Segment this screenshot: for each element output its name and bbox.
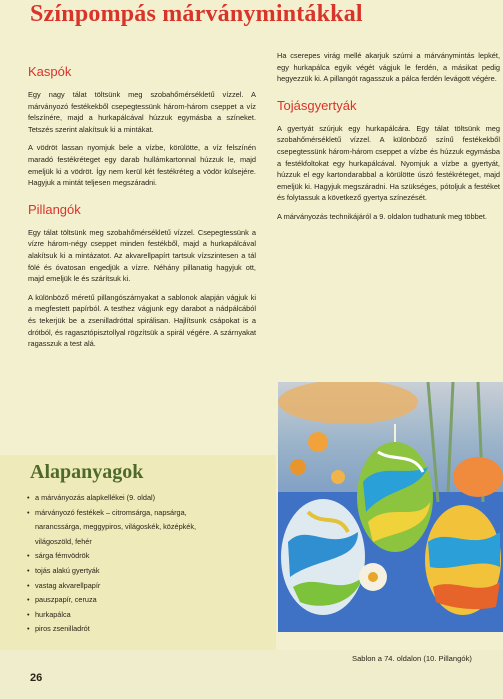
materials-item-text: a márványozás alapkellékei (9. oldal)	[35, 493, 156, 502]
materials-list-item	[27, 564, 267, 579]
materials-item-text: hurkapálca	[35, 609, 71, 619]
photo-illustration	[278, 382, 503, 632]
materials-item-text: piros zsenilladrót	[35, 624, 90, 634]
materials-item-text: világoszöld, fehér	[35, 536, 92, 546]
bullet-icon: •	[27, 580, 30, 590]
materials-list-item	[27, 535, 267, 550]
bullet-icon: •	[27, 551, 30, 561]
materials-item-text: tojás alakú gyertyák	[35, 565, 100, 575]
materials-list-item	[27, 520, 267, 535]
materials-list-item	[27, 491, 267, 506]
section-heading-kaspok: Kaspók	[28, 64, 72, 79]
materials-list	[27, 491, 267, 637]
left-column	[28, 64, 256, 357]
materials-list-item	[27, 593, 267, 608]
materials-list-item	[27, 622, 267, 637]
right-intro-paragraph: Ha cserepes virág mellé akarjuk szúrni a márványmintás lepkét, egy hurkapálca egyik végét vágjuk le ferdén, a másikat pedig hegyezzük ki. A pillangót ragasszuk a pálca ferdén levágott végére.	[277, 51, 500, 84]
materials-list-item	[27, 506, 267, 521]
bullet-icon: •	[27, 565, 30, 575]
materials-item-text: pauszpapír, ceruza	[35, 595, 97, 605]
bullet-icon: •	[27, 595, 30, 605]
bullet-icon: •	[27, 493, 30, 502]
materials-heading: Alapanyagok	[30, 461, 144, 483]
bullet-icon: •	[27, 507, 30, 517]
pillangok-paragraph-2: A különböző méretű pillangószárnyakat a sablonok alapján vágjuk ki a megfestett papírból. A testhez vágjunk egy darabot a nádpálcából és tekerjük be a zsenilladróttal spirálisan. Hajlítsunk csápokat is a drótból, és ragasztópisztollyal rögzítsük a spirál végére. A szárnyakat ragasszuk a test alá.	[28, 292, 256, 349]
materials-list-item	[27, 549, 267, 564]
page-number: 26	[30, 672, 43, 684]
pillangok-paragraph-1: Egy tálat töltsünk meg szobahőmérsékletű vízzel. Csepegtessünk a vízre három-négy cseppet minden festékből, majd a hurkapálcával alakítsuk ki a mintázatot. Az akvarellpapírt tartsuk vízszintesen a tál fölé és óvatosan engedjük a vízre. Néhány pillanatig hagyjuk ott, majd emeljük le és szárítsuk ki.	[28, 227, 256, 284]
right-column	[277, 50, 500, 230]
easter-egg-candles-photo	[278, 382, 503, 632]
kaspok-paragraph-2: A vödröt lassan nyomjuk bele a vízbe, körülötte, a víz felszínén maradó festékréteget egy darab hullámkartonnal húzzuk le, majd emeljük ki a vödröt. Így nem kerül két festékréteg a vödör külsejére. Hagyjuk a mintát teljesen megszáradni.	[28, 143, 256, 188]
materials-item-text: narancssárga, meggypiros, világoskék, középkék,	[35, 522, 197, 532]
bullet-icon: •	[27, 609, 30, 619]
section-heading-pillangok: Pillangók	[28, 201, 81, 217]
materials-box	[0, 455, 276, 650]
section-heading-tojasgyertyak: Tojásgyertyák	[277, 97, 357, 113]
photo-caption: Sablon a 74. oldalon (10. Pillangók)	[352, 654, 472, 663]
materials-list-item	[27, 608, 267, 623]
materials-item-text: vastag akvarellpapír	[35, 580, 101, 590]
page-title: Színpompás márványmintákkal	[30, 1, 363, 27]
bullet-icon: •	[27, 624, 30, 634]
tojas-paragraph-2: A márványozás technikájáról a 9. oldalon tudhatunk meg többet.	[277, 211, 487, 221]
tojas-paragraph-1: A gyertyát szúrjuk egy hurkapálcára. Egy tálat töltsünk meg szobahőmérsékletű vízzel. A különböző színű festékekből csepegtessünk három-három cseppet a vízbe és húzzuk egymásba a festékfoltokat egy hurkapálcával. Nyomjuk a vízbe a gyertyát, húzzuk el egy kartondarabbal a körülötte úszó festékréteget, majd emeljük ki. Hagyjuk megszáradni. Ha szükséges, pótoljuk a festéket és folytassuk a következő gyertya színezését.	[277, 123, 500, 203]
kaspok-paragraph-1: Egy nagy tálat töltsünk meg szobahőmérsékletű vízzel. A márványozó festékekből csepegtessünk három-három cseppet a víz felszínére, majd a hurkapálcával húzzuk egymásba a színeket. Tetszés szerint alakítsuk ki a mintákat.	[28, 90, 256, 134]
materials-item-text: márványozó festékek – citromsárga, napsárga,	[35, 507, 187, 517]
materials-list-item	[27, 579, 267, 594]
materials-item-text: sárga fémvödrök	[35, 551, 90, 561]
